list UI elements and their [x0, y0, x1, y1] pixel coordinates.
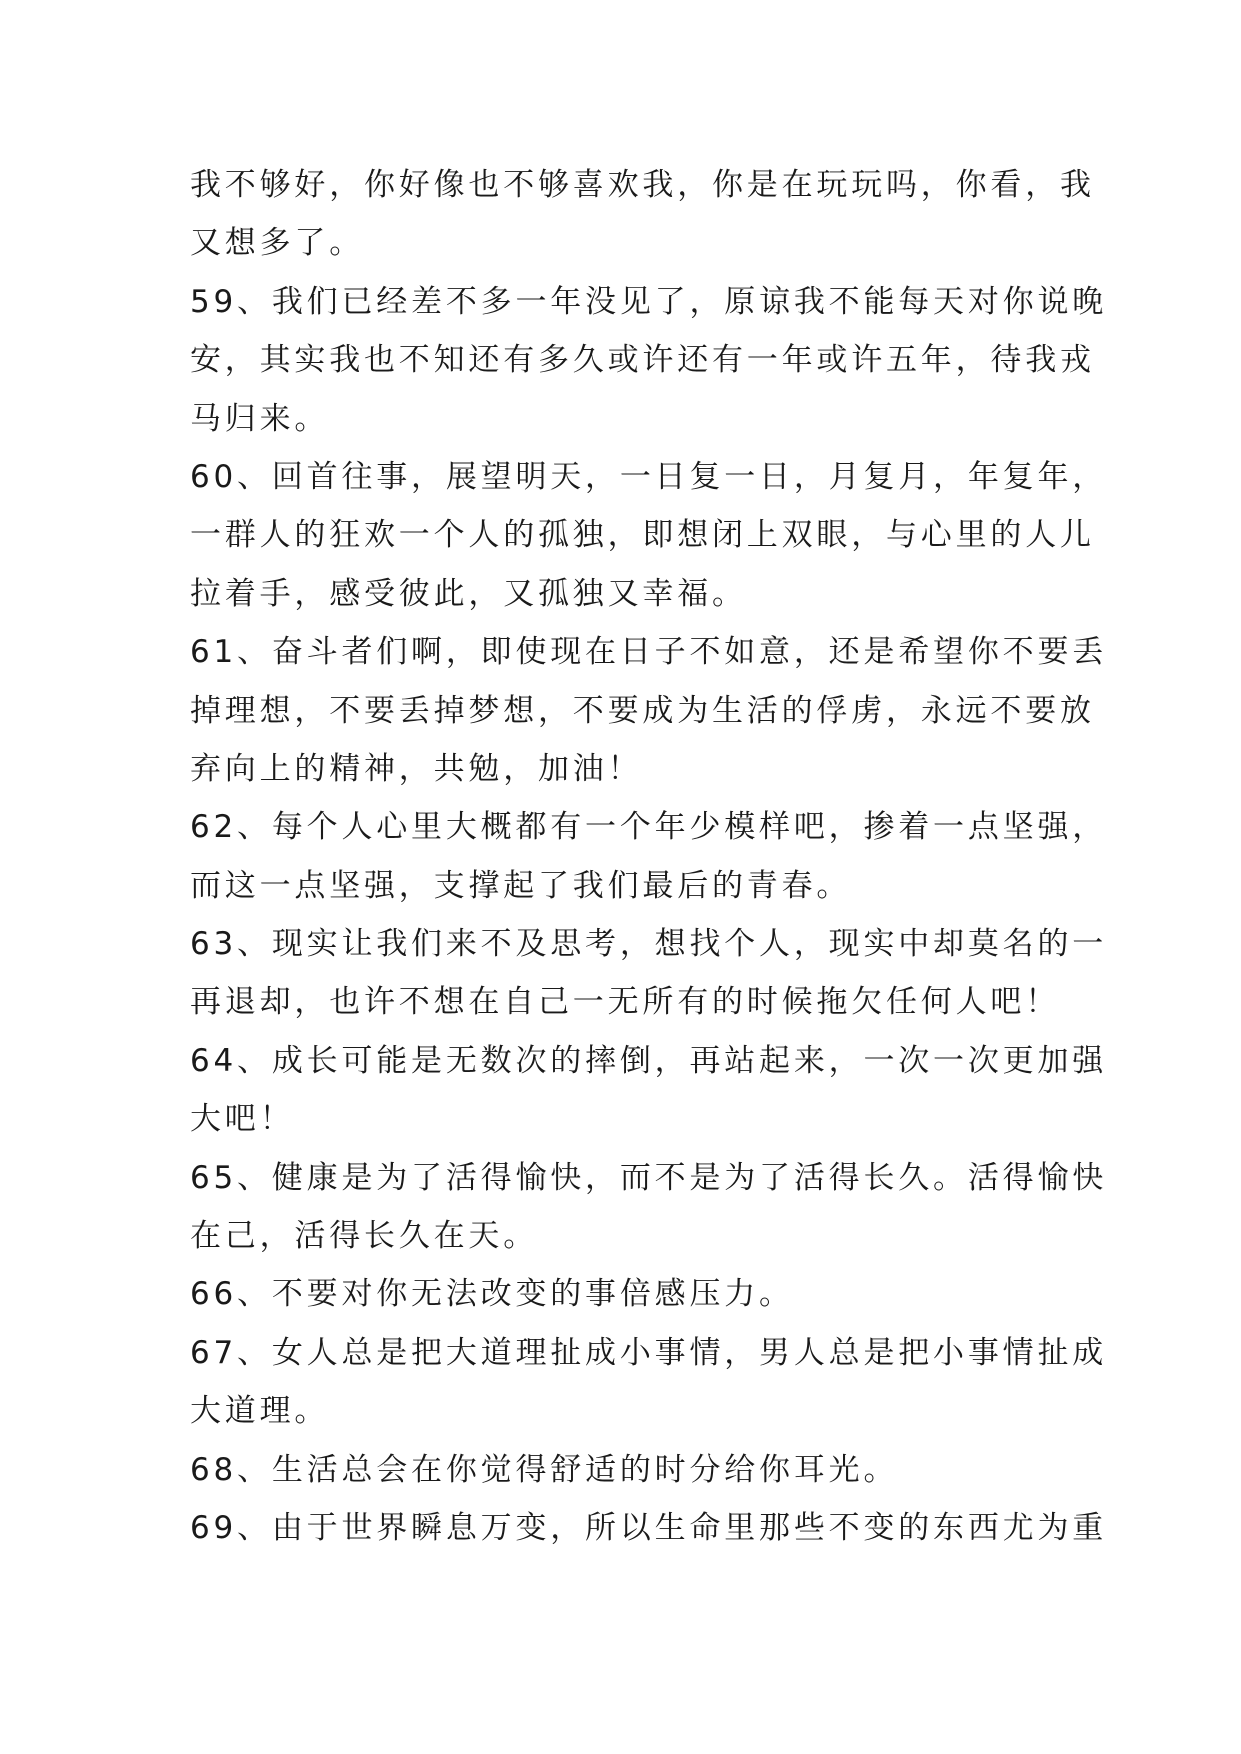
text-line: 61、奋斗者们啊，即使现在日子不如意，还是希望你不要丢: [190, 634, 1108, 671]
text-line: 再退却，也许不想在自己一无所有的时候拖欠任何人吧！: [190, 984, 1060, 1021]
text-line: 而这一点坚强，支撑起了我们最后的青春。: [190, 867, 852, 904]
text-line: 60、回首往事，展望明天，一日复一日，月复月，年复年，: [190, 458, 1108, 495]
text-line: 大道理。: [190, 1393, 330, 1430]
text-line: 又想多了。: [190, 225, 364, 262]
text-line: 65、健康是为了活得愉快，而不是为了活得长久。活得愉快: [190, 1159, 1108, 1196]
text-line: 在己，活得长久在天。: [190, 1218, 538, 1255]
text-line: 弃向上的精神，共勉，加油！: [190, 750, 643, 787]
text-line: 62、每个人心里大概都有一个年少模样吧，掺着一点坚强，: [190, 809, 1108, 846]
text-line: 大吧！: [190, 1101, 295, 1138]
text-line: 拉着手，感受彼此，又孤独又幸福。: [190, 575, 747, 612]
text-line: 马归来。: [190, 400, 330, 437]
text-line: 一群人的狂欢一个人的孤独，即想闭上双眼，与心里的人儿: [190, 517, 1095, 554]
text-line: 67、女人总是把大道理扯成小事情，男人总是把小事情扯成: [190, 1334, 1108, 1371]
text-line: 63、现实让我们来不及思考，想找个人，现实中却莫名的一: [190, 926, 1108, 963]
text-line: 我不够好，你好像也不够喜欢我，你是在玩玩吗，你看，我: [190, 167, 1095, 203]
text-line: 69、由于世界瞬息万变，所以生命里那些不变的东西尤为重: [190, 1509, 1108, 1546]
text-line: 掉理想，不要丢掉梦想，不要成为生活的俘虏，永远不要放: [190, 692, 1095, 729]
text-line: 59、我们已经差不多一年没见了，原谅我不能每天对你说晚: [190, 283, 1108, 320]
text-line: 安，其实我也不知还有多久或许还有一年或许五年，待我戎: [190, 342, 1095, 379]
document-body: [190, 156, 1108, 1557]
text-line: 68、生活总会在你觉得舒适的时分给你耳光。: [190, 1451, 899, 1488]
text-line: 64、成长可能是无数次的摔倒，再站起来，一次一次更加强: [190, 1042, 1108, 1079]
text-line: 66、不要对你无法改变的事倍感压力。: [190, 1276, 794, 1313]
